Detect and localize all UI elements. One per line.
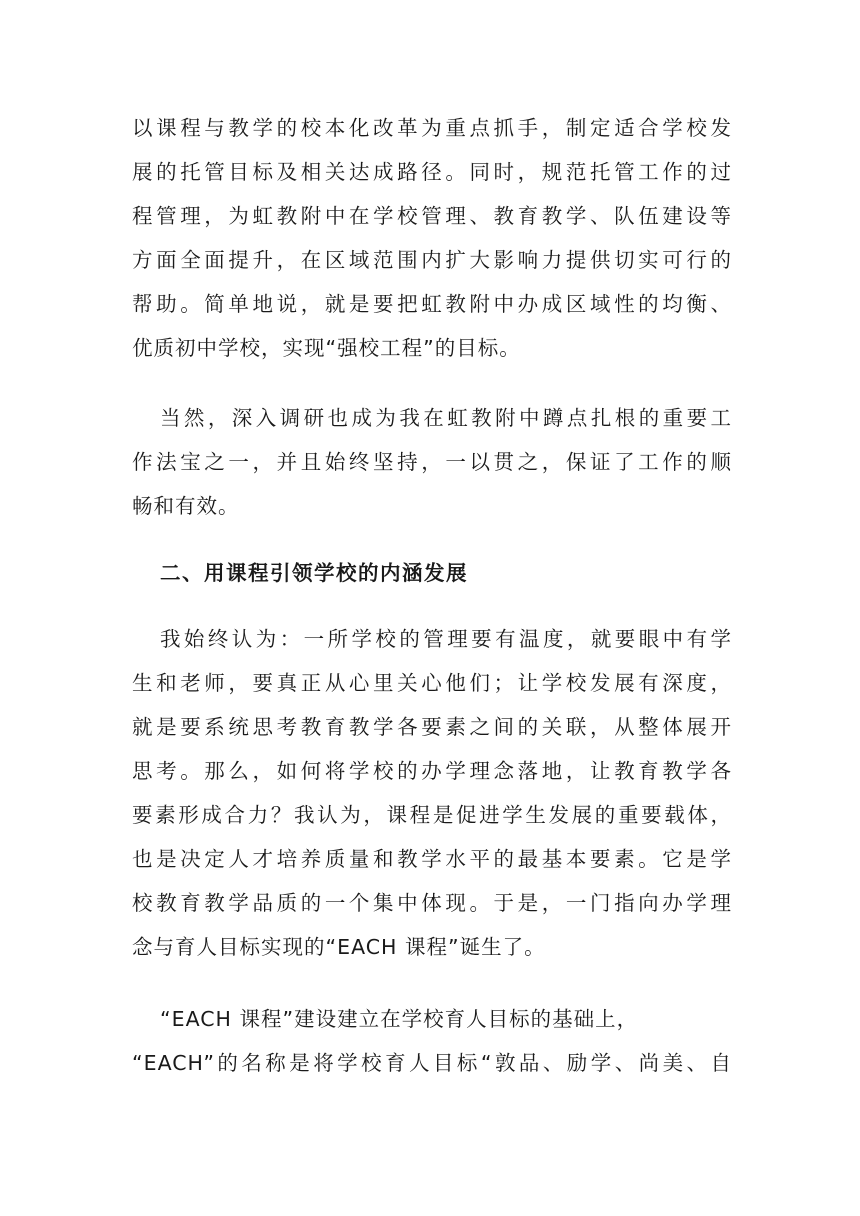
paragraph-3-line-3: 就是要系统思考教育教学各要素之间的关联，从整体展开 <box>132 715 732 739</box>
paragraph-3-line-8: 念与育人目标实现的“EACH 课程”诞生了。 <box>132 935 546 959</box>
paragraph-3-line-2: 生和老师，要真正从心里关心他们；让学校发展有深度， <box>132 671 732 695</box>
paragraph-2-line-3: 畅和有效。 <box>132 494 240 518</box>
paragraph-1-line-1: 以课程与教学的校本化改革为重点抓手，制定适合学校发 <box>132 116 732 140</box>
paragraph-1-line-6: 优质初中学校，实现“强校工程”的目标。 <box>132 336 521 360</box>
paragraph-1-line-5: 帮助。简单地说，就是要把虹教附中办成区域性的均衡、 <box>132 292 732 316</box>
paragraph-3-line-5: 要素形成合力？我认为，课程是促进学生发展的重要载体， <box>132 803 732 827</box>
section-heading: 二、用课程引领学校的内涵发展 <box>160 561 468 585</box>
paragraph-3-line-4: 思考。那么，如何将学校的办学理念落地，让教育教学各 <box>132 759 732 783</box>
paragraph-2-line-2: 作法宝之一，并且始终坚持，一以贯之，保证了工作的顺 <box>132 450 732 474</box>
paragraph-4-line-2: “EACH”的名称是将学校育人目标“敦品、励学、尚美、自 <box>132 1051 732 1075</box>
paragraph-2-line-1: 当然，深入调研也成为我在虹教附中蹲点扎根的重要工 <box>160 406 732 430</box>
paragraph-3-line-7: 校教育教学品质的一个集中体现。于是，一门指向办学理 <box>132 891 732 915</box>
paragraph-4-line-1: “EACH 课程”建设建立在学校育人目标的基础上， <box>160 1007 639 1031</box>
paragraph-1-line-2: 展的托管目标及相关达成路径。同时，规范托管工作的过 <box>132 160 732 184</box>
paragraph-3-line-1: 我始终认为：一所学校的管理要有温度，就要眼中有学 <box>160 627 732 651</box>
paragraph-1-line-3: 程管理，为虹教附中在学校管理、教育教学、队伍建设等 <box>132 204 732 228</box>
paragraph-1-line-4: 方面全面提升，在区域范围内扩大影响力提供切实可行的 <box>132 248 732 272</box>
paragraph-3-line-6: 也是决定人才培养质量和教学水平的最基本要素。它是学 <box>132 847 732 871</box>
